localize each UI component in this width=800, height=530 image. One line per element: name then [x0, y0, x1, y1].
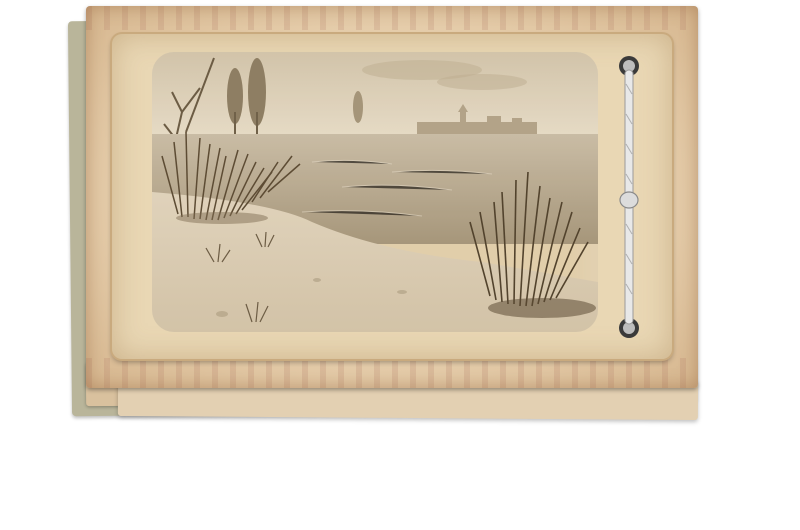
journal-photo[interactable] [152, 52, 598, 332]
rope-strap [618, 54, 640, 340]
rope-knot-icon [620, 192, 638, 208]
lakeshore-photo-image [152, 52, 598, 332]
